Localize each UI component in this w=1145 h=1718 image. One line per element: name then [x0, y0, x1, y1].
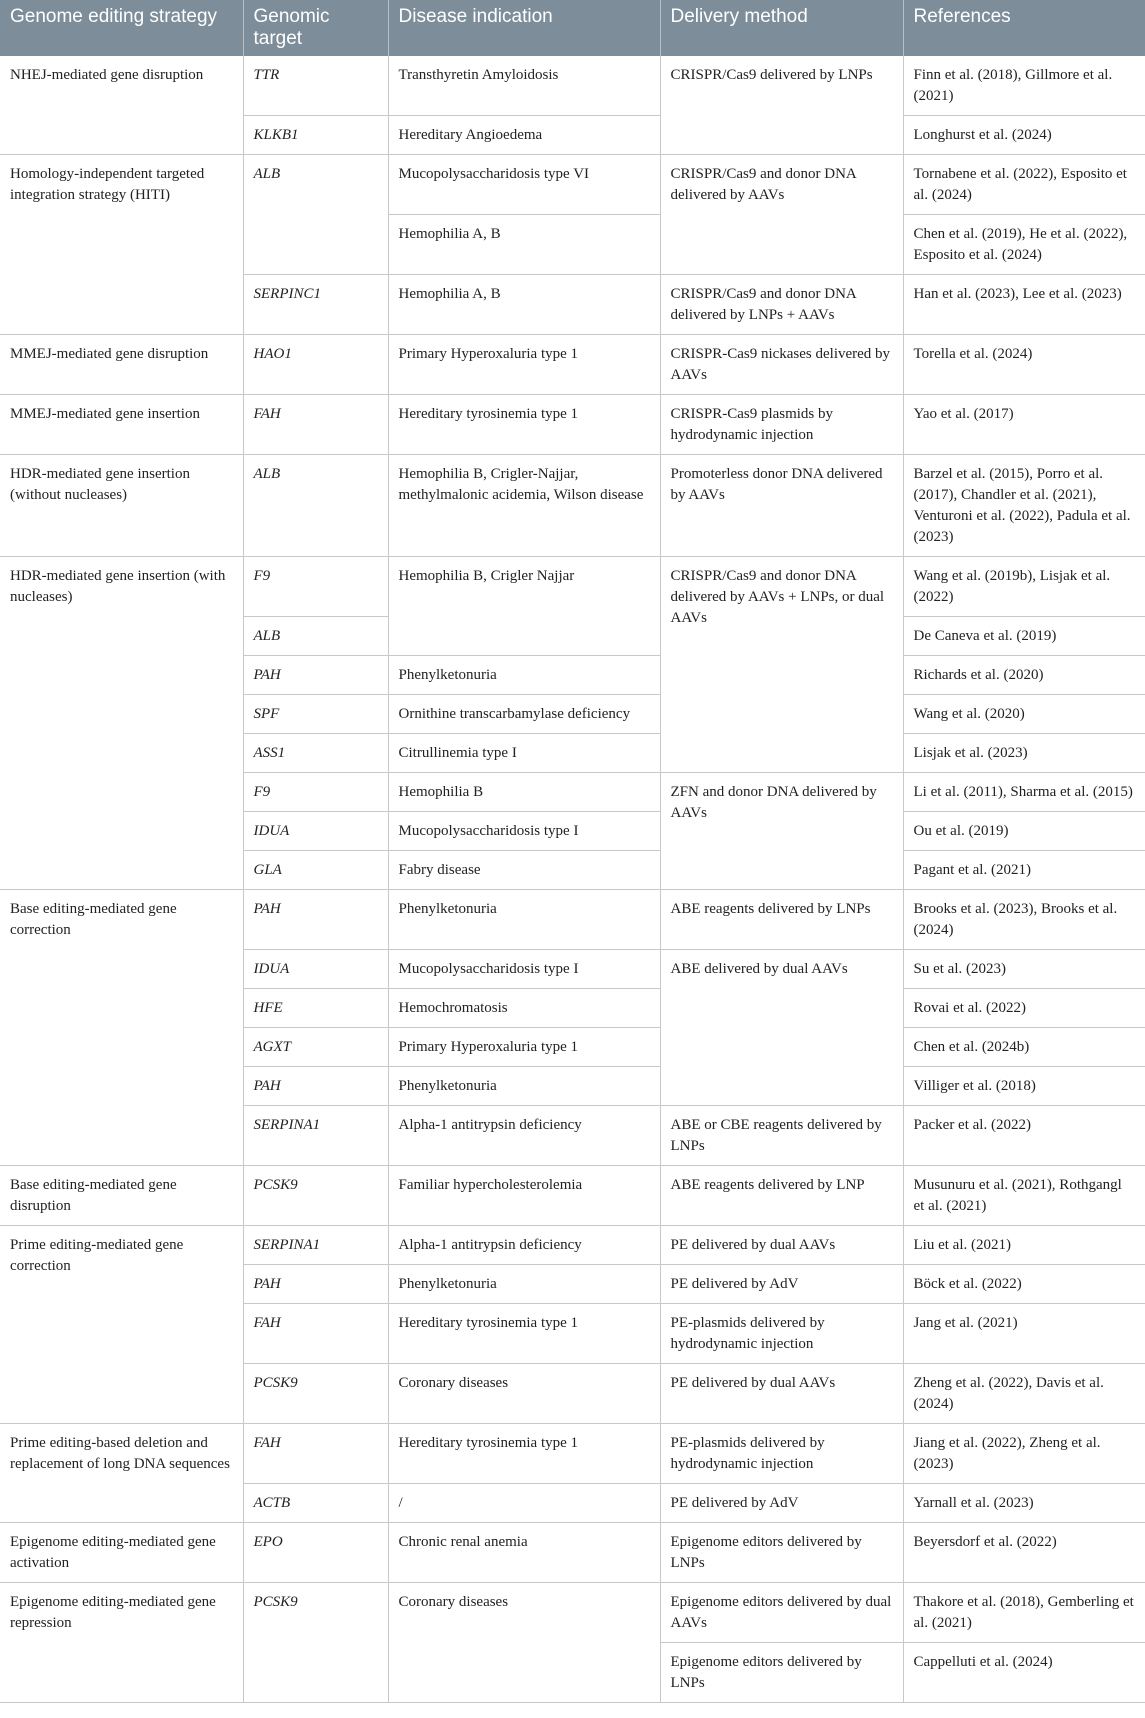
disease-cell: Hemophilia B, Crigler-Najjar, methylmalonic acidemia, Wilson disease [388, 455, 660, 557]
target-cell: EPO [243, 1523, 388, 1583]
target-cell: PAH [243, 1265, 388, 1304]
disease-cell: Phenylketonuria [388, 656, 660, 695]
delivery-cell: CRISPR-Cas9 plasmids by hydrodynamic injection [660, 395, 903, 455]
table-row [0, 155, 1145, 215]
disease-cell: Alpha-1 antitrypsin deficiency [388, 1106, 660, 1166]
disease-cell: Phenylketonuria [388, 1067, 660, 1106]
disease-cell: Hereditary Angioedema [388, 116, 660, 155]
delivery-cell: PE delivered by dual AAVs [660, 1226, 903, 1265]
reference-cell: Musunuru et al. (2021), Rothgangl et al. (2021) [903, 1166, 1145, 1226]
target-cell: AGXT [243, 1028, 388, 1067]
reference-cell: Yao et al. (2017) [903, 395, 1145, 455]
target-cell: SPF [243, 695, 388, 734]
delivery-cell: PE-plasmids delivered by hydrodynamic injection [660, 1424, 903, 1484]
strategy-cell: Base editing-mediated gene disruption [0, 1166, 243, 1226]
table-row [0, 1226, 1145, 1265]
reference-cell: Lisjak et al. (2023) [903, 734, 1145, 773]
target-cell: FAH [243, 1424, 388, 1484]
target-cell: ALB [243, 617, 388, 656]
reference-cell: Yarnall et al. (2023) [903, 1484, 1145, 1523]
strategy-cell: MMEJ-mediated gene insertion [0, 395, 243, 455]
delivery-cell: ABE reagents delivered by LNP [660, 1166, 903, 1226]
reference-cell: Han et al. (2023), Lee et al. (2023) [903, 275, 1145, 335]
disease-cell: Phenylketonuria [388, 890, 660, 950]
target-cell: ALB [243, 155, 388, 275]
disease-cell: Transthyretin Amyloidosis [388, 56, 660, 116]
delivery-cell: ABE or CBE reagents delivered by LNPs [660, 1106, 903, 1166]
reference-cell: Longhurst et al. (2024) [903, 116, 1145, 155]
target-cell: SERPINA1 [243, 1226, 388, 1265]
disease-cell: Mucopolysaccharidosis type I [388, 812, 660, 851]
table-row [0, 890, 1145, 950]
disease-cell: Fabry disease [388, 851, 660, 890]
disease-cell: Familiar hypercholesterolemia [388, 1166, 660, 1226]
table-row [0, 455, 1145, 557]
disease-cell: Hereditary tyrosinemia type 1 [388, 395, 660, 455]
disease-cell: Primary Hyperoxaluria type 1 [388, 1028, 660, 1067]
reference-cell: Barzel et al. (2015), Porro et al. (2017), Chandler et al. (2021), Venturoni et al. (2022), Padula et al. (2023) [903, 455, 1145, 557]
strategy-cell: HDR-mediated gene insertion (without nucleases) [0, 455, 243, 557]
reference-cell: Packer et al. (2022) [903, 1106, 1145, 1166]
target-cell: HAO1 [243, 335, 388, 395]
target-cell: SERPINC1 [243, 275, 388, 335]
target-cell: ACTB [243, 1484, 388, 1523]
disease-cell: Hereditary tyrosinemia type 1 [388, 1424, 660, 1484]
disease-cell: Mucopolysaccharidosis type I [388, 950, 660, 989]
reference-cell: Jiang et al. (2022), Zheng et al. (2023) [903, 1424, 1145, 1484]
target-cell: GLA [243, 851, 388, 890]
disease-cell: Coronary diseases [388, 1583, 660, 1703]
delivery-cell: Epigenome editors delivered by LNPs [660, 1523, 903, 1583]
disease-cell: Hereditary tyrosinemia type 1 [388, 1304, 660, 1364]
disease-cell: Hemophilia B [388, 773, 660, 812]
table-row [0, 1523, 1145, 1583]
reference-cell: Wang et al. (2020) [903, 695, 1145, 734]
disease-cell: Primary Hyperoxaluria type 1 [388, 335, 660, 395]
reference-cell: De Caneva et al. (2019) [903, 617, 1145, 656]
header-references: References [903, 0, 1145, 56]
disease-cell: Mucopolysaccharidosis type VI [388, 155, 660, 215]
reference-cell: Thakore et al. (2018), Gemberling et al. (2021) [903, 1583, 1145, 1643]
reference-cell: Wang et al. (2019b), Lisjak et al. (2022) [903, 557, 1145, 617]
header-target: Genomic target [243, 0, 388, 56]
disease-cell: Coronary diseases [388, 1364, 660, 1424]
delivery-cell: ABE reagents delivered by LNPs [660, 890, 903, 950]
reference-cell: Liu et al. (2021) [903, 1226, 1145, 1265]
target-cell: F9 [243, 557, 388, 617]
reference-cell: Villiger et al. (2018) [903, 1067, 1145, 1106]
reference-cell: Finn et al. (2018), Gillmore et al. (2021) [903, 56, 1145, 116]
disease-cell: Phenylketonuria [388, 1265, 660, 1304]
target-cell: IDUA [243, 812, 388, 851]
table-header-row [0, 0, 1145, 56]
table-row [0, 557, 1145, 617]
delivery-cell: CRISPR/Cas9 delivered by LNPs [660, 56, 903, 155]
disease-cell: Chronic renal anemia [388, 1523, 660, 1583]
disease-cell: Ornithine transcarbamylase deficiency [388, 695, 660, 734]
target-cell: KLKB1 [243, 116, 388, 155]
reference-cell: Böck et al. (2022) [903, 1265, 1145, 1304]
header-delivery: Delivery method [660, 0, 903, 56]
target-cell: F9 [243, 773, 388, 812]
target-cell: PCSK9 [243, 1364, 388, 1424]
reference-cell: Su et al. (2023) [903, 950, 1145, 989]
delivery-cell: PE-plasmids delivered by hydrodynamic injection [660, 1304, 903, 1364]
table-row [0, 1583, 1145, 1643]
disease-cell: Hemophilia A, B [388, 275, 660, 335]
delivery-cell: CRISPR-Cas9 nickases delivered by AAVs [660, 335, 903, 395]
disease-cell: Citrullinemia type I [388, 734, 660, 773]
reference-cell: Richards et al. (2020) [903, 656, 1145, 695]
table-row [0, 56, 1145, 116]
delivery-cell: Epigenome editors delivered by dual AAVs [660, 1583, 903, 1643]
target-cell: SERPINA1 [243, 1106, 388, 1166]
reference-cell: Chen et al. (2019), He et al. (2022), Esposito et al. (2024) [903, 215, 1145, 275]
reference-cell: Chen et al. (2024b) [903, 1028, 1145, 1067]
delivery-cell: Promoterless donor DNA delivered by AAVs [660, 455, 903, 557]
header-strategy: Genome editing strategy [0, 0, 243, 56]
delivery-cell: CRISPR/Cas9 and donor DNA delivered by AAVs + LNPs, or dual AAVs [660, 557, 903, 773]
table-row [0, 1166, 1145, 1226]
delivery-cell: CRISPR/Cas9 and donor DNA delivered by LNPs + AAVs [660, 275, 903, 335]
strategy-cell: Prime editing-mediated gene correction [0, 1226, 243, 1424]
reference-cell: Torella et al. (2024) [903, 335, 1145, 395]
reference-cell: Ou et al. (2019) [903, 812, 1145, 851]
reference-cell: Beyersdorf et al. (2022) [903, 1523, 1145, 1583]
target-cell: IDUA [243, 950, 388, 989]
reference-cell: Rovai et al. (2022) [903, 989, 1145, 1028]
strategy-cell: Base editing-mediated gene correction [0, 890, 243, 1166]
target-cell: FAH [243, 395, 388, 455]
target-cell: PAH [243, 656, 388, 695]
reference-cell: Li et al. (2011), Sharma et al. (2015) [903, 773, 1145, 812]
table-row [0, 395, 1145, 455]
reference-cell: Jang et al. (2021) [903, 1304, 1145, 1364]
delivery-cell: CRISPR/Cas9 and donor DNA delivered by AAVs [660, 155, 903, 275]
disease-cell: Hemophilia B, Crigler Najjar [388, 557, 660, 656]
strategy-cell: Homology-independent targeted integration strategy (HITI) [0, 155, 243, 335]
reference-cell: Pagant et al. (2021) [903, 851, 1145, 890]
header-disease: Disease indication [388, 0, 660, 56]
reference-cell: Brooks et al. (2023), Brooks et al. (2024) [903, 890, 1145, 950]
strategy-cell: MMEJ-mediated gene disruption [0, 335, 243, 395]
strategy-cell: Epigenome editing-mediated gene repression [0, 1583, 243, 1703]
delivery-cell: ABE delivered by dual AAVs [660, 950, 903, 1106]
delivery-cell: PE delivered by dual AAVs [660, 1364, 903, 1424]
strategy-cell: Prime editing-based deletion and replacement of long DNA sequences [0, 1424, 243, 1523]
delivery-cell: PE delivered by AdV [660, 1265, 903, 1304]
disease-cell: Hemophilia A, B [388, 215, 660, 275]
target-cell: ALB [243, 455, 388, 557]
strategy-cell: NHEJ-mediated gene disruption [0, 56, 243, 155]
delivery-cell: Epigenome editors delivered by LNPs [660, 1643, 903, 1703]
target-cell: PCSK9 [243, 1583, 388, 1703]
reference-cell: Zheng et al. (2022), Davis et al. (2024) [903, 1364, 1145, 1424]
disease-cell: Hemochromatosis [388, 989, 660, 1028]
table-row [0, 335, 1145, 395]
disease-cell: Alpha-1 antitrypsin deficiency [388, 1226, 660, 1265]
target-cell: TTR [243, 56, 388, 116]
delivery-cell: PE delivered by AdV [660, 1484, 903, 1523]
reference-cell: Cappelluti et al. (2024) [903, 1643, 1145, 1703]
delivery-cell: ZFN and donor DNA delivered by AAVs [660, 773, 903, 890]
table-row [0, 1424, 1145, 1484]
reference-cell: Tornabene et al. (2022), Esposito et al. (2024) [903, 155, 1145, 215]
target-cell: ASS1 [243, 734, 388, 773]
disease-cell: / [388, 1484, 660, 1523]
target-cell: PAH [243, 890, 388, 950]
target-cell: PAH [243, 1067, 388, 1106]
target-cell: FAH [243, 1304, 388, 1364]
target-cell: HFE [243, 989, 388, 1028]
strategy-cell: Epigenome editing-mediated gene activation [0, 1523, 243, 1583]
target-cell: PCSK9 [243, 1166, 388, 1226]
strategy-cell: HDR-mediated gene insertion (with nucleases) [0, 557, 243, 890]
